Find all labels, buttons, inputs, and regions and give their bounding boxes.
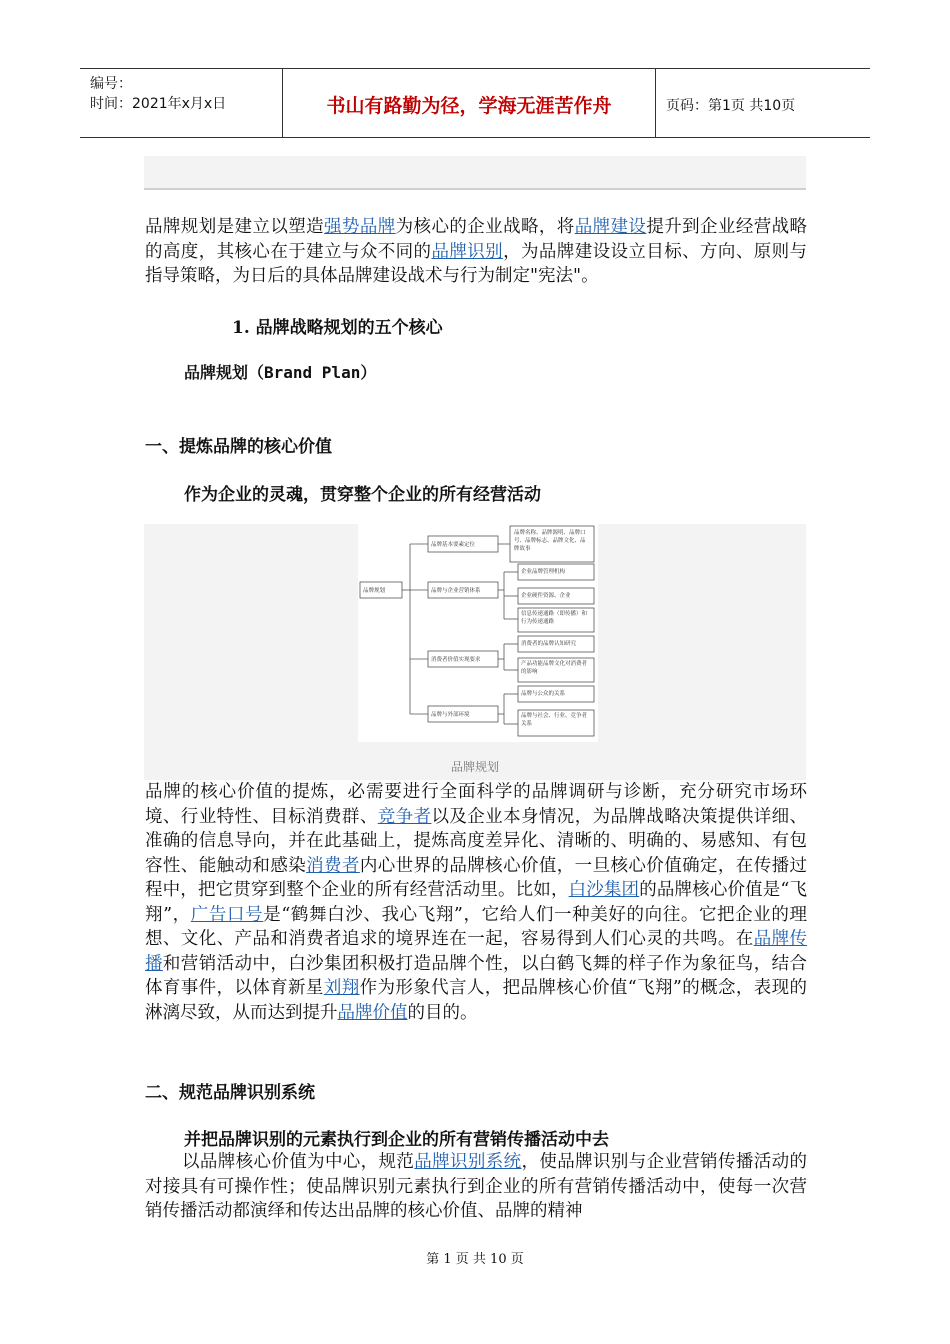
paragraph-text: 的目的。 xyxy=(407,1002,478,1023)
brand-plan-diagram xyxy=(358,524,598,742)
paragraph-text: 以及企业本身情况，为品牌战略决策提供详细、准确的信息导向，并在此基础上，提炼高度差异化、清晰的、明确的、易感知、有包容性、能触动和感染 xyxy=(145,806,808,876)
diagram-level2-box xyxy=(518,710,594,736)
paragraph-text: 内心世界的品牌核心价值，一旦核心价值确定，在传播过程中，把它贯穿到整个企业的所有经营活动里。比如， xyxy=(145,855,808,900)
paragraph-text: ，为品牌建设设立目标、方向、原则与指导策略，为日后的具体品牌建设战术与行为制定"宪法"。 xyxy=(145,241,808,286)
diagram-level2-box xyxy=(518,564,594,580)
diagram-level2-label: 企业硬件资源、企业 xyxy=(521,593,571,599)
header-left-cell xyxy=(80,69,283,137)
intro-paragraph xyxy=(145,215,807,289)
decorative-band xyxy=(144,156,806,190)
inline-link[interactable]: 品牌识别系统 xyxy=(414,1152,522,1172)
paragraph-text: ，使品牌识别与企业营销传播活动的对接具有可操作性；使品牌识别元素执行到企业的所有营销传播活动中，使每一次营销传播活动都演绎和传达出品牌的核心价值、品牌的精神 xyxy=(145,1152,808,1221)
diagram-level2-box xyxy=(518,608,594,632)
diagram-level1-label: 品牌与外部环境 xyxy=(431,712,470,718)
diagram-level2-box xyxy=(518,636,594,652)
diagram-level2-label: 信息传递通路（即传播）和行为传递通路 xyxy=(521,611,588,625)
paragraph-text: 以品牌核心价值为中心，规范 xyxy=(182,1152,415,1172)
section1-subheading: 作为企业的灵魂，贯穿整个企业的所有经营活动 xyxy=(184,485,541,505)
diagram-level2-label: 消费者的品牌认知研究 xyxy=(521,641,577,647)
diagram-level2-box xyxy=(518,686,594,702)
paragraph-text: 品牌的核心价值的提炼，必需要进行全面科学的品牌调研与诊断，充分研究市场环境、行业特性、目标消费群、 xyxy=(145,782,807,827)
header-motto: 书山有路勤为径，学海无涯苦作舟 xyxy=(326,95,612,117)
paragraph-text: 的品牌核心价值是“飞翔”， xyxy=(145,880,808,925)
diagram-level2-box xyxy=(518,658,594,682)
document-number-label: 编号： xyxy=(90,76,132,92)
inline-link[interactable]: 品牌价值 xyxy=(337,1002,408,1023)
inline-link[interactable]: 品牌建设 xyxy=(574,217,647,237)
section2-subheading: 并把品牌识别的元素执行到企业的所有营销传播活动中去 xyxy=(184,1130,609,1150)
header-page-label: 页码：第1页 共10页 xyxy=(666,98,796,114)
brand-plan-heading: 品牌规划（Brand Plan） xyxy=(184,363,377,382)
paragraph-text: 作为形象代言人，把品牌核心价值“飞翔”的概念，表现的淋漓尽致，从而达到提升 xyxy=(145,978,807,1023)
diagram-root-label: 品牌规划 xyxy=(363,588,386,594)
inline-link[interactable]: 消费者 xyxy=(306,855,360,876)
paragraph-text: 和营销活动中，白沙集团积极打造品牌个性，以白鹤飞舞的样子作为象征鸟，结合体育事件，以体育新星 xyxy=(145,953,808,998)
inline-link[interactable]: 竞争者 xyxy=(377,806,432,827)
diagram-level2-label: 产品功能品牌文化对消费者的影响 xyxy=(521,661,588,675)
diagram-level2-box xyxy=(518,588,594,604)
header-center-cell xyxy=(283,69,656,137)
diagram-level2-label: 企业品牌管理机构 xyxy=(521,569,566,575)
header-right-cell xyxy=(656,69,870,137)
inline-link[interactable]: 品牌识别 xyxy=(431,241,504,262)
diagram-level2-label: 品牌与社会、行业、竞争者关系 xyxy=(521,713,588,727)
page-footer: 第 1 页 共 10 页 xyxy=(426,1252,524,1267)
numbered-heading: 1. 品牌战略规划的五个核心 xyxy=(232,318,443,338)
document-time-label: 时间：2021年x月x日 xyxy=(90,96,227,112)
diagram-level1-label: 消费者价值实现要求 xyxy=(431,657,481,663)
diagram-level1-label: 品牌与企业营销体系 xyxy=(431,588,481,594)
core-value-paragraph xyxy=(145,780,807,1025)
inline-link[interactable]: 刘翔 xyxy=(323,978,360,998)
paragraph-text: 提升到企业经营战略的高度，其核心在于建立与众不同的 xyxy=(145,217,808,262)
section2-heading: 二、规范品牌识别系统 xyxy=(145,1083,315,1103)
diagram-level2-box xyxy=(511,527,593,561)
paragraph-text: 是“鹤舞白沙、我心飞翔”，它给人们一种美好的向往。它把企业的理想、文化、产品和消费者追求的境界连在一起，容易得到人们心灵的共鸣。在 xyxy=(145,904,807,949)
diagram-level1-label: 品牌基本要素定位 xyxy=(431,542,476,548)
inline-link[interactable]: 强势品牌 xyxy=(324,217,396,237)
page-header xyxy=(80,68,870,138)
diagram-level2-label: 品牌名称、品牌源明、品牌口号、品牌标志、品牌文化、品牌故事 xyxy=(514,530,586,552)
diagram-level2-label: 品牌与公众的关系 xyxy=(521,691,566,697)
figure-caption: 品牌规划 xyxy=(450,760,499,774)
paragraph-text: 为核心的企业战略，将 xyxy=(395,217,575,237)
inline-link[interactable]: 广告口号 xyxy=(190,904,264,925)
inline-link[interactable]: 白沙集团 xyxy=(568,880,640,900)
identity-paragraph xyxy=(145,1150,807,1224)
inline-link[interactable]: 品牌传播 xyxy=(145,929,808,974)
section1-heading: 一、提炼品牌的核心价值 xyxy=(145,437,332,457)
paragraph-text: 品牌规划是建立以塑造 xyxy=(145,217,325,237)
